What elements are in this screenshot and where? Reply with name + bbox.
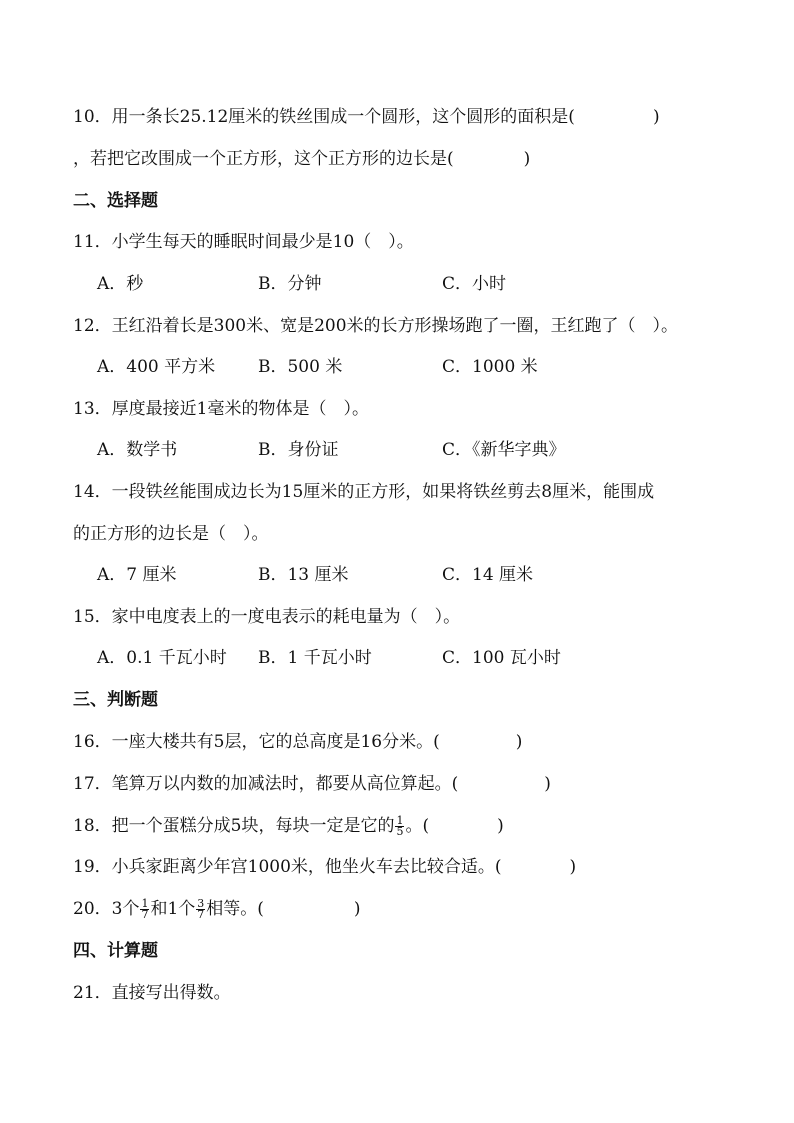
- question-21: 21．直接写出得数。: [73, 983, 231, 1003]
- section-heading-judgement: 三、判断题: [73, 690, 158, 710]
- question-16: [73, 731, 522, 753]
- question-18-fraction: [395, 816, 404, 837]
- question-14-option-b[interactable]: B．13 厘米: [258, 565, 349, 585]
- question-13-option-c[interactable]: C．《新华字典》: [442, 440, 566, 460]
- question-17-blank-close: ): [544, 774, 551, 794]
- question-14-stem-line-2: 的正方形的边长是（ ）。: [73, 524, 269, 544]
- question-10-blank-1-close: ): [652, 107, 660, 127]
- question-12-option-a[interactable]: A．400 平方米: [97, 357, 216, 377]
- question-18-blank-close: ): [497, 816, 504, 836]
- question-20-text-3: 相等。(: [206, 899, 264, 919]
- question-18-fraction-denominator: 5: [396, 825, 404, 838]
- question-13-stem: 13．厚度最接近1毫米的物体是（ ）。: [73, 399, 369, 419]
- question-13-option-b[interactable]: B．身份证: [258, 440, 339, 460]
- question-14-option-c[interactable]: C．14 厘米: [442, 565, 534, 585]
- section-heading-choice: 二、选择题: [73, 191, 158, 211]
- question-20-text-1: 20．3个: [73, 899, 140, 919]
- question-20-fraction-2-numerator: 3: [197, 897, 205, 910]
- question-20-fraction-2-denominator: 7: [197, 908, 205, 921]
- question-17: [73, 773, 551, 795]
- question-13-option-a[interactable]: A．数学书: [97, 440, 178, 460]
- question-12-option-b[interactable]: B．500 米: [258, 357, 343, 377]
- question-16-text: 16．一座大楼共有5层，它的总高度是16分米。(: [73, 732, 440, 752]
- question-11-option-c[interactable]: C．小时: [442, 274, 507, 294]
- question-19-text: 19．小兵家距离少年宫1000米，他坐火车去比较合适。(: [73, 857, 502, 877]
- question-15-option-a[interactable]: A．0.1 千瓦小时: [97, 648, 227, 668]
- question-20-fraction-1-numerator: 1: [141, 897, 149, 910]
- question-18-text: 18．把一个蛋糕分成5块，每块一定是它的: [73, 816, 395, 836]
- question-11-stem: 11．小学生每天的睡眠时间最少是10（ ）。: [73, 232, 414, 252]
- section-heading-calculation: 四、计算题: [73, 941, 158, 961]
- question-11-option-a[interactable]: A．秒: [97, 274, 144, 294]
- question-20-fraction-1-denominator: 7: [141, 908, 149, 921]
- question-10-text-1: 10．用一条长25.12厘米的铁丝围成一个圆形，这个圆形的面积是(: [73, 107, 575, 127]
- question-15-option-b[interactable]: B．1 千瓦小时: [258, 648, 372, 668]
- question-20-text-2: 和1个: [150, 899, 196, 919]
- question-10-line-2: [73, 148, 530, 170]
- question-20-fraction-1: [140, 899, 149, 920]
- question-14-stem-line-1: 14．一段铁丝能围成边长为15厘米的正方形，如果将铁丝剪去8厘米，能围成: [73, 482, 655, 502]
- question-18: [73, 815, 504, 837]
- question-16-blank-close: ): [515, 732, 523, 752]
- question-17-text: 17．笔算万以内数的加减法时，都要从高位算起。(: [73, 774, 459, 794]
- question-20: [73, 898, 361, 920]
- question-20-fraction-2: [196, 899, 205, 920]
- question-15-option-c[interactable]: C．100 瓦小时: [442, 648, 561, 668]
- question-11-option-b[interactable]: B．分钟: [258, 274, 322, 294]
- question-20-blank-close: ): [353, 899, 361, 919]
- question-10-line-1: [73, 106, 660, 128]
- question-10-text-2: ，若把它改围成一个正方形，这个正方形的边长是(: [73, 149, 454, 169]
- question-19-blank-close: ): [569, 857, 577, 877]
- question-18-fraction-numerator: 1: [396, 814, 404, 827]
- question-14-option-a[interactable]: A．7 厘米: [97, 565, 177, 585]
- question-12-option-c[interactable]: C．1000 米: [442, 357, 538, 377]
- question-18-text-after: 。(: [405, 816, 430, 836]
- question-12-stem: 12．王红沿着长是300米、宽是200米的长方形操场跑了一圈，王红跑了（ ）。: [73, 316, 679, 336]
- question-15-stem: 15．家中电度表上的一度电表示的耗电量为（ ）。: [73, 607, 461, 627]
- question-10-blank-2-close: ): [523, 149, 531, 169]
- question-19: [73, 856, 576, 878]
